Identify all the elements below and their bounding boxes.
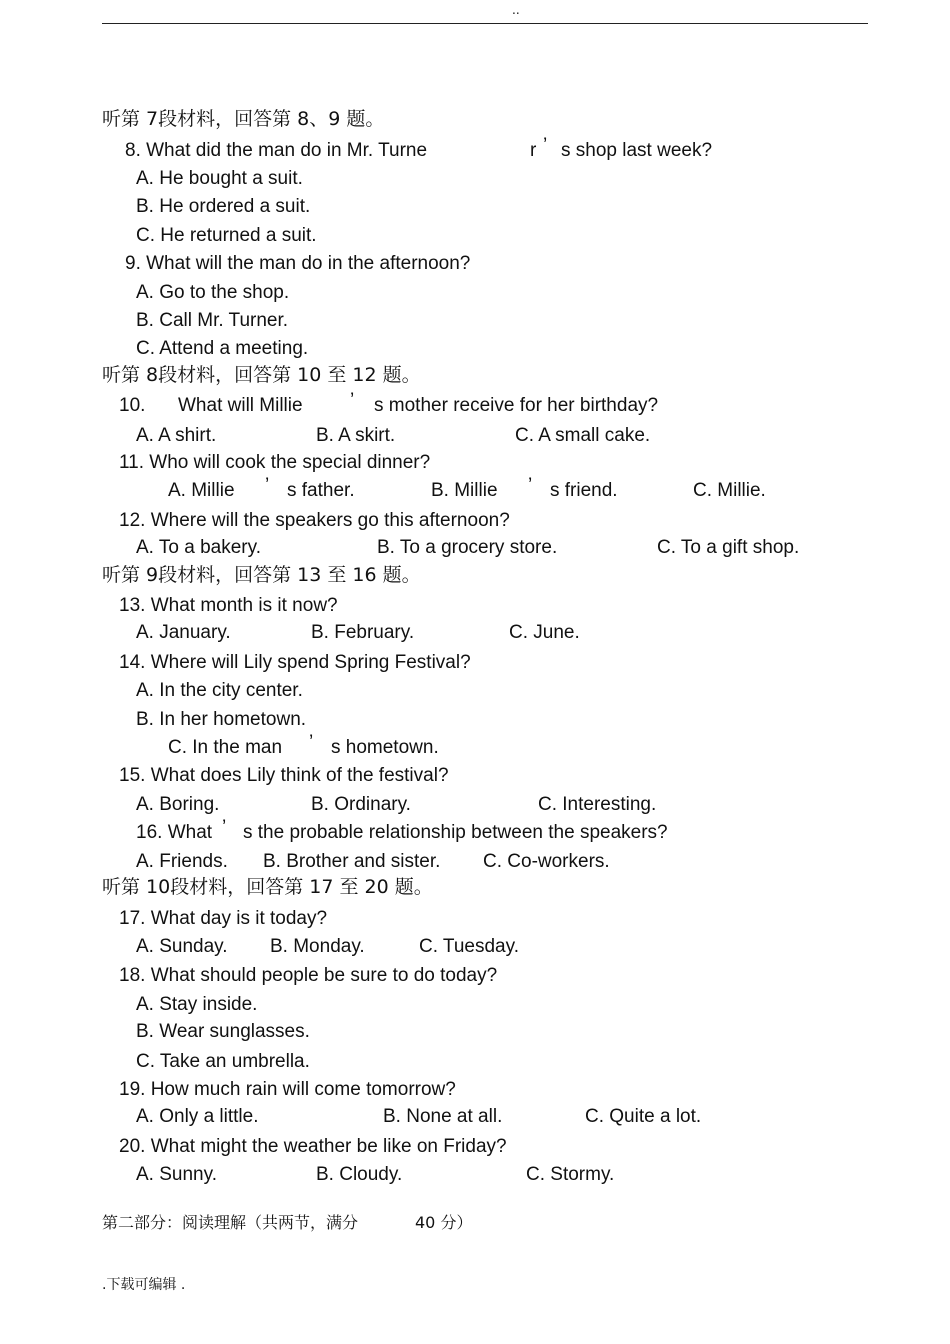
question-text: 19. How much rain will come tomorrow? [119, 1079, 456, 1100]
answer-option: A. Millie [168, 480, 235, 501]
answer-option: s father. [287, 480, 355, 501]
question-text: 15. What does Lily think of the festival? [119, 765, 449, 786]
question-text: 13. What month is it now? [119, 595, 338, 616]
footer-note: .下载可编辑 . [102, 1277, 186, 1293]
answer-option: B. None at all. [383, 1106, 503, 1127]
question-text: 14. Where will Lily spend Spring Festival? [119, 652, 471, 673]
answer-option: C. Attend a meeting. [136, 338, 309, 359]
answer-option: A. January. [136, 622, 231, 643]
answer-option: B. To a grocery store. [377, 537, 558, 558]
header-rule [102, 23, 868, 24]
answer-option: B. A skirt. [316, 425, 396, 446]
answer-option: A. Sunny. [136, 1164, 217, 1185]
apostrophe: ’ [265, 475, 270, 496]
answer-option: B. Call Mr. Turner. [136, 310, 289, 331]
apostrophe: ’ [309, 732, 314, 753]
answer-option: C. In the man [168, 737, 283, 758]
question-text: 11. Who will cook the special dinner? [119, 452, 431, 473]
answer-option: B. Wear sunglasses. [136, 1021, 310, 1042]
question-text: 12. Where will the speakers go this afternoon? [119, 510, 510, 531]
apostrophe: ’ [543, 135, 548, 156]
question-text: s the probable relationship between the speakers? [243, 822, 668, 843]
question-text: s mother receive for her birthday? [374, 395, 659, 416]
answer-option: C. June. [509, 622, 580, 643]
answer-option: B. He ordered a suit. [136, 196, 311, 217]
question-number: 10. [119, 395, 146, 416]
question-text: What will Millie [178, 395, 303, 416]
answer-option: B. In her hometown. [136, 709, 307, 730]
question-text: 8. What did the man do in Mr. Turne [125, 140, 428, 161]
answer-option: C. Millie. [693, 480, 766, 501]
answer-option: C. Co-workers. [483, 851, 610, 872]
answer-option: A. To a bakery. [136, 537, 261, 558]
apostrophe: ’ [350, 390, 355, 411]
answer-option: C. A small cake. [515, 425, 651, 446]
header-mark: .. [512, 3, 520, 17]
answer-option: B. February. [311, 622, 415, 643]
answer-option: C. To a gift shop. [657, 537, 800, 558]
question-text: 17. What day is it today? [119, 908, 328, 929]
answer-option: C. Take an umbrella. [136, 1051, 310, 1072]
question-text: 9. What will the man do in the afternoon? [125, 253, 471, 274]
answer-option: A. Sunday. [136, 936, 228, 957]
question-text: 18. What should people be sure to do today? [119, 965, 498, 986]
answer-option: C. Interesting. [538, 794, 657, 815]
part-two-score: 40 分） [415, 1213, 473, 1232]
apostrophe: ’ [222, 817, 227, 838]
answer-option: A. Only a little. [136, 1106, 259, 1127]
answer-option: C. Stormy. [526, 1164, 615, 1185]
answer-option: A. In the city center. [136, 680, 303, 701]
answer-option: s hometown. [331, 737, 439, 758]
answer-option: A. Boring. [136, 794, 220, 815]
question-text: r [530, 140, 537, 161]
section-heading: 听第 9段材料，回答第 13 至 16 题。 [102, 564, 421, 586]
part-two-heading: 第二部分：阅读理解（共两节，满分 [102, 1213, 359, 1232]
section-heading: 听第 10段材料，回答第 17 至 20 题。 [102, 876, 433, 898]
answer-option: A. A shirt. [136, 425, 217, 446]
answer-option: A. Friends. [136, 851, 228, 872]
answer-option: s friend. [550, 480, 618, 501]
answer-option: B. Cloudy. [316, 1164, 403, 1185]
answer-option: A. He bought a suit. [136, 168, 303, 189]
section-heading: 听第 8段材料，回答第 10 至 12 题。 [102, 364, 421, 386]
answer-option: A. Stay inside. [136, 994, 258, 1015]
answer-option: B. Ordinary. [311, 794, 411, 815]
answer-option: C. Tuesday. [419, 936, 519, 957]
question-text: 20. What might the weather be like on Friday? [119, 1136, 507, 1157]
answer-option: B. Millie [431, 480, 498, 501]
question-text: 16. What [136, 822, 213, 843]
answer-option: B. Brother and sister. [263, 851, 441, 872]
answer-option: B. Monday. [270, 936, 365, 957]
question-text: s shop last week? [561, 140, 713, 161]
section-heading: 听第 7段材料，回答第 8、9 题。 [102, 108, 385, 130]
answer-option: A. Go to the shop. [136, 282, 290, 303]
answer-option: C. He returned a suit. [136, 225, 317, 246]
answer-option: C. Quite a lot. [585, 1106, 702, 1127]
apostrophe: ’ [528, 475, 533, 496]
